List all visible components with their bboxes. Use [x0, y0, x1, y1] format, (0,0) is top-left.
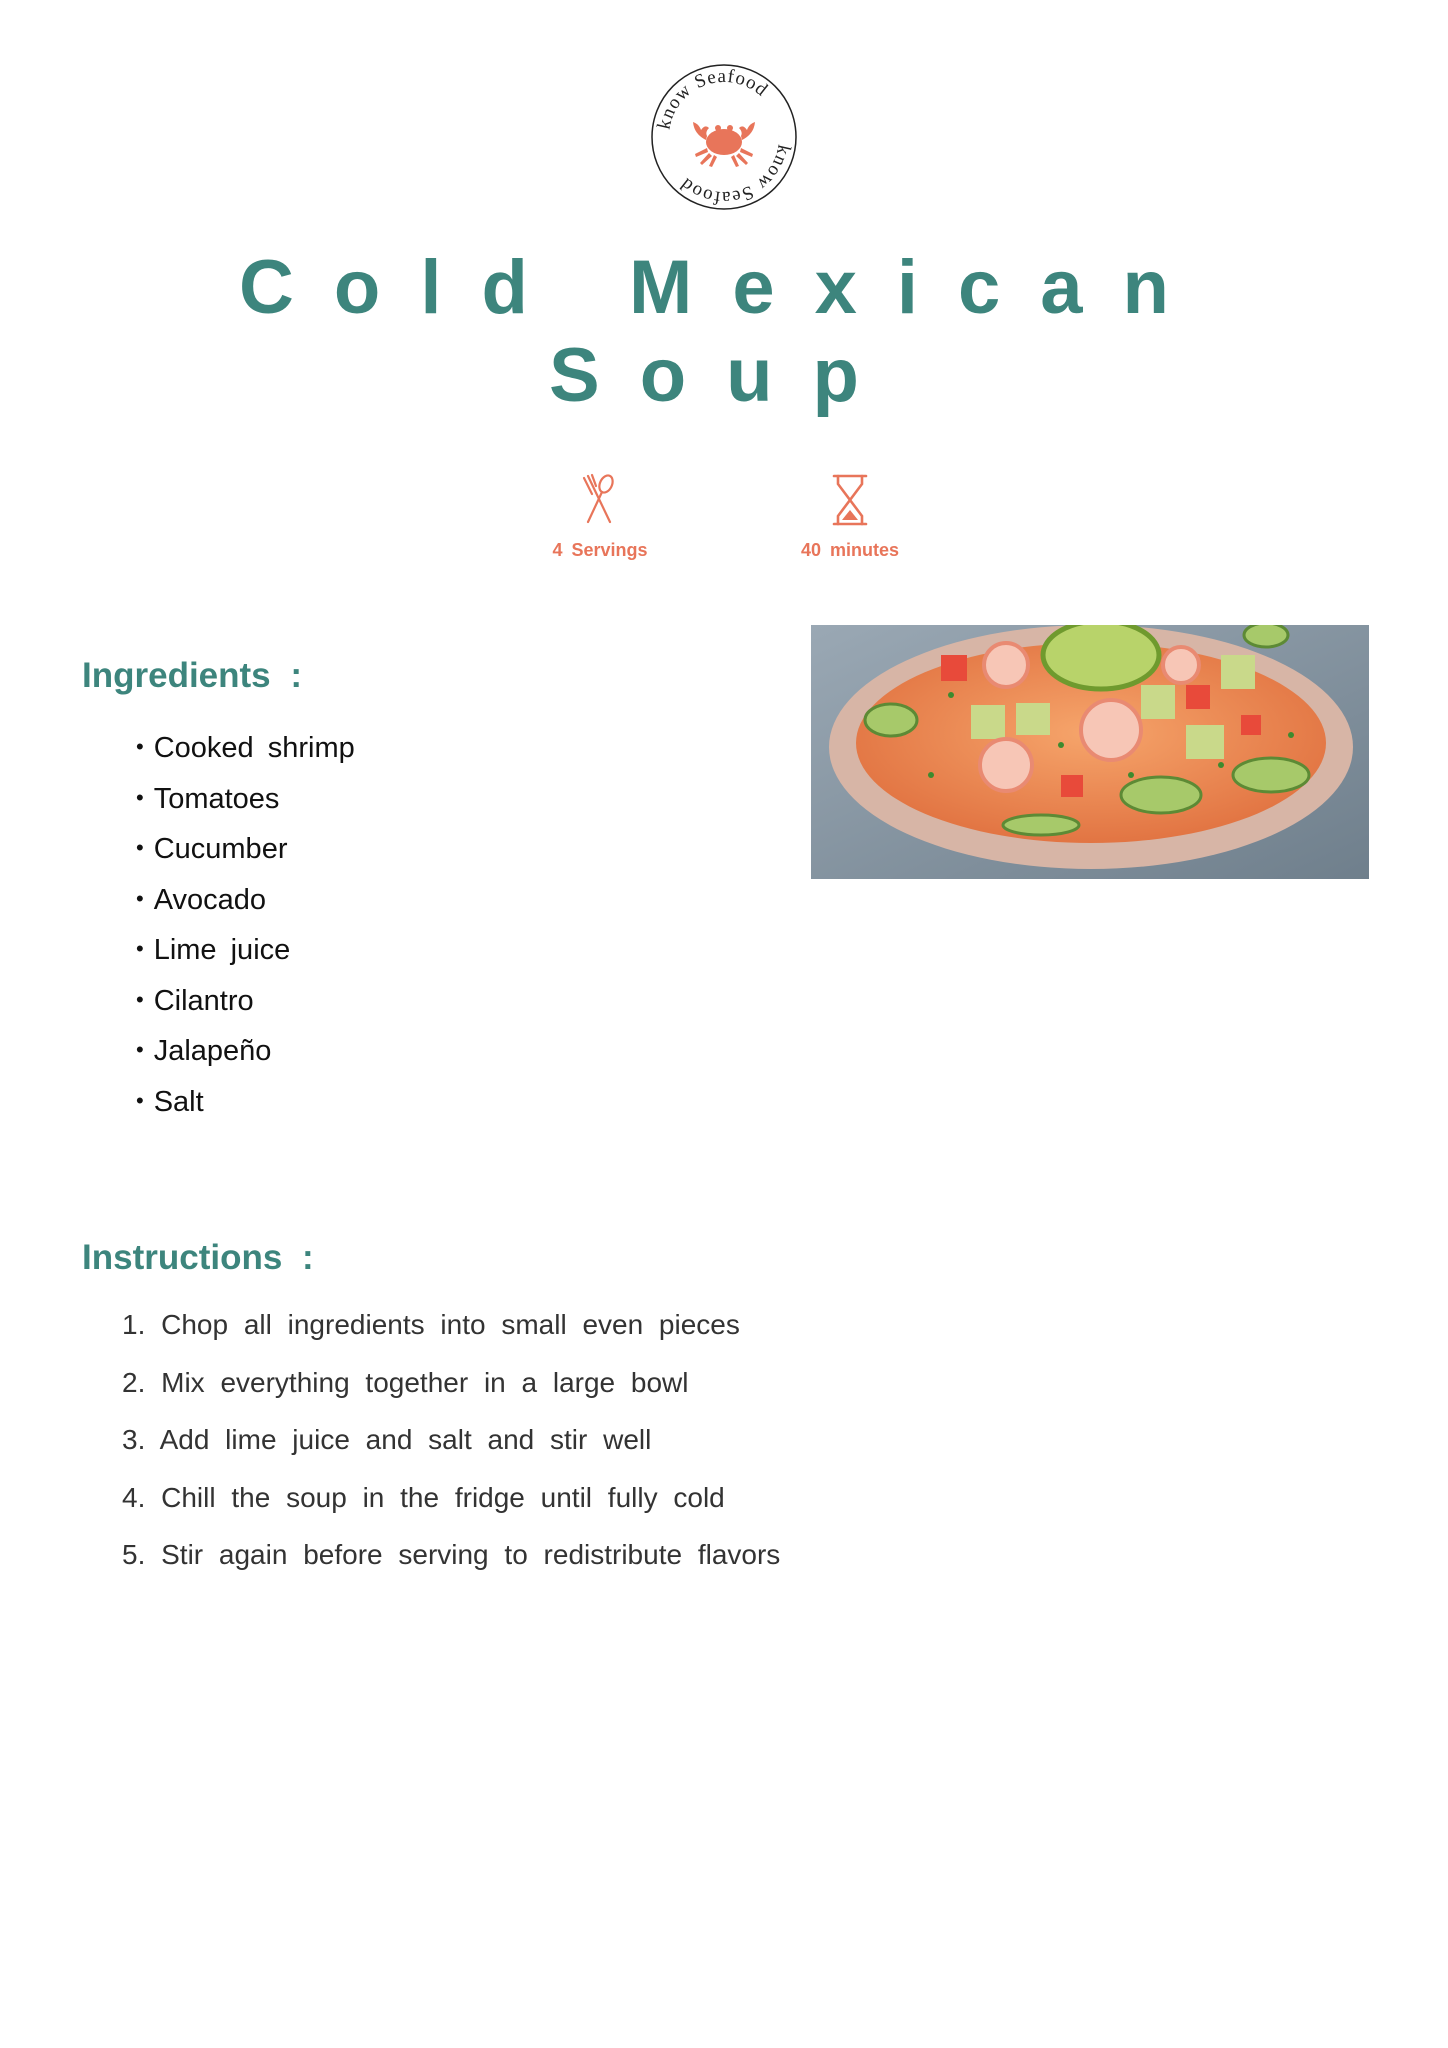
ingredient-item: • Jalapeño — [136, 1033, 355, 1084]
instructions-heading: Instructions : — [82, 1238, 314, 1277]
soup-photo — [811, 625, 1369, 879]
brand-logo — [649, 62, 799, 212]
svg-text:know Seafood: know Seafood — [675, 142, 795, 209]
ingredients-list — [136, 730, 355, 1134]
instruction-step: 3. Add lime juice and salt and stir well — [122, 1424, 652, 1455]
time-info — [740, 472, 960, 561]
ingredient-item: • Cucumber — [136, 831, 355, 882]
recipe-title-line1: Cold Mexican — [239, 245, 1209, 330]
utensils-icon — [578, 472, 622, 528]
ingredient-item: • Lime juice — [136, 932, 355, 983]
servings-label: 4 Servings — [552, 540, 648, 560]
svg-text:know Seafood: know Seafood — [653, 65, 773, 132]
instructions-list — [122, 1308, 780, 1596]
ingredient-item: • Tomatoes — [136, 781, 355, 832]
ingredient-item: • Cilantro — [136, 983, 355, 1034]
instruction-step: 2. Mix everything together in a large bowl — [122, 1366, 689, 1398]
servings-info — [490, 472, 710, 561]
recipe-title-line2: Soup — [549, 333, 899, 418]
time-label: 40 minutes — [800, 540, 900, 560]
hourglass-icon — [828, 472, 872, 528]
ingredient-item: • Avocado — [136, 882, 355, 933]
instruction-step: 4. Chill the soup in the fridge until fully cold — [122, 1481, 725, 1513]
ingredients-heading: Ingredients : — [82, 656, 303, 695]
instruction-step: 5. Stir again before serving to redistribute flavors — [122, 1539, 781, 1570]
ingredient-item: • Salt — [136, 1084, 355, 1135]
ingredient-item: • Cooked shrimp — [136, 730, 355, 781]
instruction-step: 1. Chop all ingredients into small even pieces — [122, 1309, 740, 1340]
